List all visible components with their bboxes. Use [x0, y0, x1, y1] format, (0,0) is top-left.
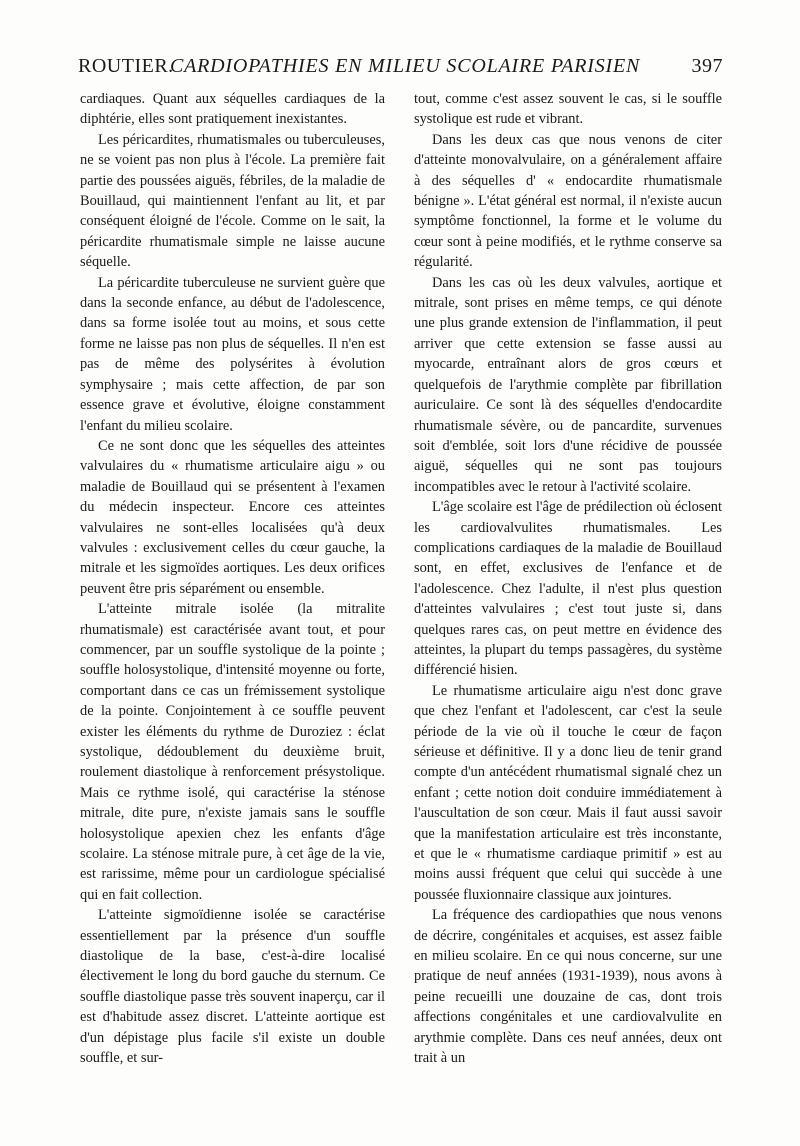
header-author: ROUTIER. [78, 55, 174, 77]
running-header [78, 55, 723, 83]
paragraph: L'âge scolaire est l'âge de prédilection où éclosent les cardiovalvulites rhumatismales. Les complications cardiaques de la maladie de Bouillaud sont, en effet, exclusives de l'enfance et de l'adolescence. Chez l'adulte, il n'est plus question d'atteintes valvulaires ; c'est tout juste si, dans quelques rares cas, on peut mettre en évidence des atteintes, la plupart du temps passagères, du système différencié hisien. [414, 499, 722, 679]
paragraph: La fréquence des cardiopathies que nous venons de décrire, congénitales et acquises, est assez faible en milieu scolaire. En ce qui nous concerne, sur une pratique de neuf années (1931-1939), nous avons à peine recueilli une douzaine de cas, dont trois affections congénitales et une cardiovalvulite en arythmie complète. Dans ces neuf années, deux ont trait à un [414, 907, 722, 1067]
paragraph: L'atteinte sigmoïdienne isolée se caractérise essentiellement par la présence d'un souffle diastolique de la base, c'est-à-dire localisé électivement le long du bord gauche du sternum. Ce souffle diastolique passe très souvent inaperçu, car il est d'habitude assez discret. L'atteinte aortique est d'un dépistage plus facile s'il existe un double souffle, et sur- [80, 907, 385, 1067]
paragraph: Ce ne sont donc que les séquelles des atteintes valvulaires du « rhumatisme articulaire aigu » ou maladie de Bouillaud qui se présentent à l'examen du médecin inspecteur. Encore ces atteintes valvulaires ne sont-elles localisées qu'à deux valvules : exclusivement celles du cœur gauche, la mitrale et les sigmoïdes aortiques. Les deux orifices peuvent être pris séparément ou ensemble. [80, 437, 385, 597]
paragraph: Dans les deux cas que nous venons de citer d'atteinte monovalvulaire, on a généralement affaire à des séquelles d' « endocardite rhumatismale bénigne ». L'état général est normal, il n'existe aucun symptôme fonctionnel, la forme et le volume du cœur sont à peine modifiés, et le rythme conserve sa régularité. [414, 131, 722, 271]
left-column [80, 89, 385, 1069]
paragraph: Les péricardites, rhumatismales ou tuberculeuses, ne se voient pas non plus à l'école. La première fait partie des poussées aiguës, fébriles, de la maladie de Bouillaud, qui maintiennent l'enfant au lit, et par conséquent éloigné de l'école. Comme on le sait, la péricardite rhumatismale simple ne laisse aucune séquelle. [80, 131, 385, 271]
paragraph: Le rhumatisme articulaire aigu n'est donc grave que chez l'enfant et l'adolescent, car c'est la seule période de la vie où il touche le cœur de façon sérieuse et définitive. Il y a donc lieu de tenir grand compte d'un antécédent rhumatismal signalé chez un enfant ; cette notion doit conduire immédiatement à l'auscultation de son cœur. Mais il faut aussi savoir que la manifestation articulaire est très inconstante, et que le « rhumatisme cardiaque primitif » est au moins aussi fréquent que celui qui succède à une poussée fluxionnaire classique aux jointures. [414, 682, 722, 903]
paragraph: La péricardite tuberculeuse ne survient guère que dans la seconde enfance, au début de l'adolescence, dans sa forme isolée tout au moins, et sous cette forme ne laisse pas non plus de séquelles. Il n'en est pas de même des polysérites à évolution symphysaire ; mais cette affection, de par son essence grave et évolutive, éloigne constamment l'enfant du milieu scolaire. [80, 274, 385, 434]
right-column [414, 89, 722, 1069]
paragraph: Dans les cas où les deux valvules, aortique et mitrale, sont prises en même temps, ce qui dénote une plus grande extension de l'inflammation, il peut arriver que cette extension se fasse aussi au myocarde, entraînant alors de gros cœurs et quelquefois de l'arythmie complète par fibrillation auriculaire. Ce sont là des séquelles d'endocardite rhumatismale sévère, ou de pancardite, survenues soit d'emblée, soit lors d'une récidive de poussée aiguë, séquelles qui ne sont pas toujours incompatibles avec le retour à l'activité scolaire. [414, 274, 722, 495]
page-number: 397 [691, 55, 723, 77]
paragraph: L'atteinte mitrale isolée (la mitralite rhumatismale) est caractérisée avant tout, et pour commencer, par un souffle systolique de la pointe ; souffle holosystolique, d'intensité moyenne ou forte, comportant dans ce cas un frémissement systolique de la pointe. Conjointement à ce souffle peuvent exister les éléments du rythme de Duroziez : éclat systolique, dédoublement du deuxième bruit, roulement diastolique à renforcement présystolique. Mais ce rythme isolé, qui caractérise la sténose mitrale, dite pure, n'existe jamais sans le souffle holosystolique apexien chez les enfants d'âge scolaire. La sténose mitrale pure, à cet âge de la vie, est rarissime, même pour un cardiologue spécialisé qui en fait collection. [80, 601, 385, 903]
paragraph: cardiaques. Quant aux séquelles cardiaques de la diphtérie, elles sont pratiquement inexistantes. [80, 91, 385, 128]
paragraph: tout, comme c'est assez souvent le cas, si le souffle systolique est rude et vibrant. [414, 91, 722, 128]
header-title: CARDIOPATHIES EN MILIEU SCOLAIRE PARISIEN [170, 55, 641, 77]
